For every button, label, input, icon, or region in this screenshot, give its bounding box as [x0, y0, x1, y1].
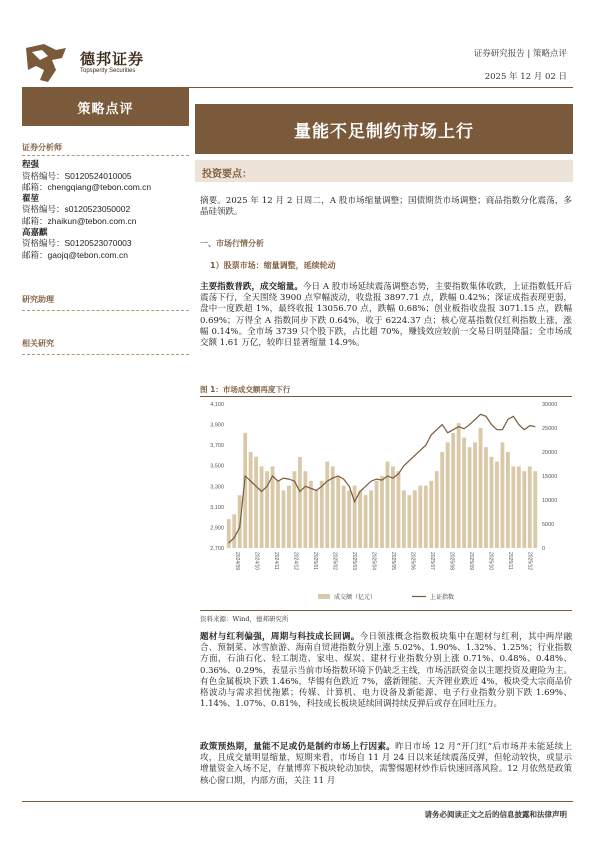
turnover-bar [287, 486, 291, 548]
left-tick-label: 2,700 [210, 546, 224, 552]
x-axis-labels [234, 552, 533, 570]
turnover-bar [364, 495, 368, 548]
document-date: 2025 年 12 月 02 日 [484, 72, 567, 82]
x-tick-label: 2025/09 [467, 552, 474, 571]
analyst-email-label: 邮箱： [22, 216, 48, 227]
left-axis-ticks [210, 402, 224, 552]
left-tick-label: 3,700 [210, 443, 224, 450]
turnover-bar [501, 442, 505, 548]
paragraph-body: 今日 A 股市场延续震荡调整态势，主要指数集体收跌，上证指数低开后震荡下行，全天围绕 3900 点窄幅波动，收盘报 3897.71 点，跌幅 0.42%；深证成指表现更弱，盘中一度跌超 1%，最终收报 13056.70 点，跌幅 0.68%；创业板指收盘报 3071.15 点，跌幅 0.69%；万得全 A 指数同步下跌 0.64%，收于 6224.37 点；核心宽基指数仅红利指数上涨，涨幅 0.14%。全市场 3739 只个股下跌，占比超 70%，赚钱效应较前一交易日明显降温；全市场成交额 1.61 万亿，较昨日显著缩量 14.9%。 [200, 282, 572, 349]
turnover-bar [336, 476, 340, 548]
legend-swatch-bars [318, 594, 330, 599]
turnover-bar [462, 438, 466, 548]
paragraph-body: 昨日市场 12 月“开门红”后市场并未能延续上攻，且成交量明显缩量，短期来看，市场自 11 月 24 日以来延续震荡反弹，但轮动较快，或显示增量资金入场不足，存量博弈下板块轮动加快，需警惕题材炒作后快速回落风险。12 月依然是政策核心窗口期，内部方面，关注 11 月 [200, 742, 572, 786]
turnover-bar [413, 490, 417, 548]
turnover-bar [232, 514, 236, 548]
chart-legend [318, 593, 454, 601]
x-tick-label: 2025/07 [428, 552, 435, 571]
chart-source: 资料来源：Wind，德邦研究所 [200, 615, 289, 623]
turnover-bar [309, 481, 313, 548]
turnover-bar [375, 481, 379, 548]
turnover-bar [479, 428, 483, 548]
turnover-bar [484, 447, 488, 548]
paragraph-2 [200, 632, 572, 710]
right-axis-ticks [542, 402, 557, 552]
analyst-2 [22, 194, 192, 228]
turnover-bar [490, 457, 494, 548]
turnover-bar [424, 486, 428, 548]
turnover-bar [517, 466, 521, 548]
company-logo [22, 40, 70, 86]
turnover-bar [380, 476, 384, 548]
section-heading: 一、市场行情分析 [200, 239, 264, 248]
related-divider [22, 354, 189, 355]
x-tick-label: 2025/06 [409, 552, 416, 571]
analyst-heading: 证券分析师 [22, 143, 62, 152]
analyst-id: S0120523070003 [64, 238, 132, 249]
analyst-email[interactable]: chengqiang@tebon.com.cn [47, 182, 152, 193]
turnover-bar [298, 457, 302, 548]
turnover-bar [353, 486, 357, 548]
assistant-divider [22, 310, 189, 311]
left-tick-label: 3,300 [210, 484, 224, 491]
assistant-heading: 研究助理 [22, 295, 54, 304]
turnover-bar [495, 462, 499, 548]
paragraph-lead: 政策预热期，量能不足或仍是制约市场上行因素。 [200, 742, 396, 752]
turnover-bar [451, 433, 455, 548]
turnover-bar [473, 442, 477, 548]
turnover-bars [227, 423, 537, 548]
analyst-name: 程强 [22, 160, 40, 170]
right-tick-label: 20000 [542, 450, 558, 456]
right-tick-label: 30000 [542, 402, 558, 408]
x-tick-label: 2024/11 [272, 552, 279, 570]
brand-name: 德邦证券 [80, 50, 145, 68]
turnover-bar [429, 481, 433, 548]
turnover-bar [522, 471, 526, 548]
subsection-heading: 1）股票市场：缩量调整，延续轮动 [210, 261, 336, 270]
turnover-bar [325, 462, 329, 548]
x-tick-label: 2025/04 [370, 552, 377, 571]
paragraph-1 [200, 282, 572, 349]
report-category-tag: 策略点评 [22, 88, 189, 126]
analyst-divider [22, 155, 189, 156]
turnover-bar [386, 462, 390, 548]
analyst-email[interactable]: zhaikun@tebon.com.cn [47, 215, 137, 226]
right-tick-label: 5000 [542, 522, 555, 528]
brand-english-name: Topsperity Securities [80, 68, 136, 74]
chart-caption: 图 1：市场成交额再度下行 [200, 385, 291, 394]
x-tick-label: 2025/03 [350, 552, 357, 571]
x-tick-label: 2024/10 [253, 552, 260, 571]
analyst-list [22, 160, 192, 261]
turnover-bar [276, 481, 280, 548]
analyst-1 [22, 160, 192, 194]
legend-label-bars: 成交额（亿元） [334, 594, 377, 601]
x-tick-label: 2025/05 [389, 552, 396, 571]
turnover-bar [533, 471, 537, 548]
analyst-email-label: 邮箱： [22, 250, 48, 261]
document-type: 证券研究报告 | 策略点评 [473, 49, 567, 59]
analyst-id-label: 资格编号： [22, 239, 65, 250]
chart-top-rule [200, 396, 572, 397]
analyst-id: s0120523050002 [64, 204, 131, 215]
turnover-bar [314, 490, 318, 548]
turnover-bar [407, 495, 411, 548]
x-tick-label: 2025/02 [331, 552, 338, 571]
analyst-email[interactable]: gaojq@tebon.com.cn [47, 249, 128, 260]
turnover-bar [511, 466, 515, 548]
turnover-bar [440, 452, 444, 548]
paragraph-body: 今日领涨概念指数板块集中在题材与红利，其中两岸融合、预制菜、冰雪旅游、海南自贸港指数分别上涨 5.02%、1.90%、1.32%、1.25%；行业指数方面，石油石化、轻工制造、家电、煤炭、建材行业指数分别上涨 0.71%、0.48%、0.48%、0.36%、0.29%，表显示当前市场指数环境下仍缺乏主线，市场活跃资金以主题投资及避险为主。有色金属板块下跌 1.46%，华锡有色跌近 7%，盛新锂能、天齐锂业跌近 4%，板块受大宗商品价格波动与需求担忧拖累；传媒、计算机、电力设备及新能源、电子行业指数分别下跌 1.69%、1.14%、1.07%、0.81%，科技成长板块延续回调持续反弹后或存在回吐压力。 [200, 632, 572, 710]
x-tick-label: 2024/09 [233, 552, 240, 571]
left-tick-label: 4,100 [210, 402, 224, 408]
right-tick-label: 0 [542, 546, 546, 552]
analyst-id-label: 资格编号： [22, 205, 65, 216]
turnover-bar [506, 452, 510, 548]
turnover-bar [282, 490, 286, 548]
turnover-bar [397, 471, 401, 548]
analyst-name: 翟堃 [22, 193, 40, 204]
paragraph-3 [200, 742, 572, 787]
report-title: 量能不足制约市场上行 [195, 104, 573, 154]
turnover-bar [402, 490, 406, 548]
analyst-name: 高嘉麒 [22, 227, 48, 238]
turnover-bar [342, 486, 346, 548]
turnover-bar [468, 447, 472, 548]
left-tick-label: 3,100 [210, 504, 224, 511]
x-tick-label: 2025/12 [526, 552, 533, 571]
footer-disclaimer: 请务必阅读正文之后的信息披露和法律声明 [424, 810, 567, 819]
paragraph-lead: 主要指数普跌，成交缩量。 [200, 282, 303, 292]
turnover-bar [260, 466, 264, 548]
turnover-bar [418, 486, 422, 548]
turnover-bar [369, 490, 373, 548]
related-research-heading: 相关研究 [22, 339, 54, 348]
right-tick-label: 25000 [542, 426, 558, 432]
legend-label-line: 上证指数 [430, 594, 455, 601]
turnover-bar [249, 452, 253, 548]
right-tick-label: 10000 [542, 498, 558, 504]
analyst-id-label: 资格编号： [22, 171, 65, 182]
turnover-bar [254, 457, 258, 548]
footer-divider [22, 801, 573, 802]
x-tick-label: 2025/11 [506, 552, 513, 570]
x-tick-label: 2025/10 [487, 552, 494, 571]
key-points-label: 投资要点： [202, 169, 252, 180]
right-tick-label: 15000 [542, 474, 558, 480]
turnover-bar [446, 442, 450, 548]
turnover-bar [238, 495, 242, 548]
analyst-3 [22, 228, 192, 262]
turnover-bar [528, 466, 532, 548]
paragraph-lead: 题材与红利偏强，周期与科技成长回调。 [200, 632, 360, 642]
left-tick-label: 3,900 [210, 422, 224, 429]
turnover-chart [200, 398, 572, 608]
chart-bottom-rule [200, 610, 572, 611]
turnover-bar [358, 490, 362, 548]
abstract: 摘要。2025 年 12 月 2 日周二，A 股市场缩量调整；国债期货市场调整；商品指数分化震荡，多晶硅领跌。 [200, 196, 572, 218]
left-tick-label: 2,900 [210, 525, 224, 532]
turnover-bar [227, 519, 231, 548]
analyst-id: S0120524010005 [64, 170, 132, 181]
analyst-email-label: 邮箱： [22, 183, 48, 194]
turnover-bar [320, 481, 324, 548]
x-tick-label: 2024/12 [292, 552, 299, 571]
turnover-bar [457, 423, 461, 548]
turnover-bar [303, 471, 307, 548]
x-tick-label: 2025/08 [448, 552, 455, 571]
left-tick-label: 3,500 [210, 463, 224, 470]
x-tick-label: 2025/01 [311, 552, 318, 571]
turnover-bar [435, 471, 439, 548]
turnover-bar [347, 490, 351, 548]
